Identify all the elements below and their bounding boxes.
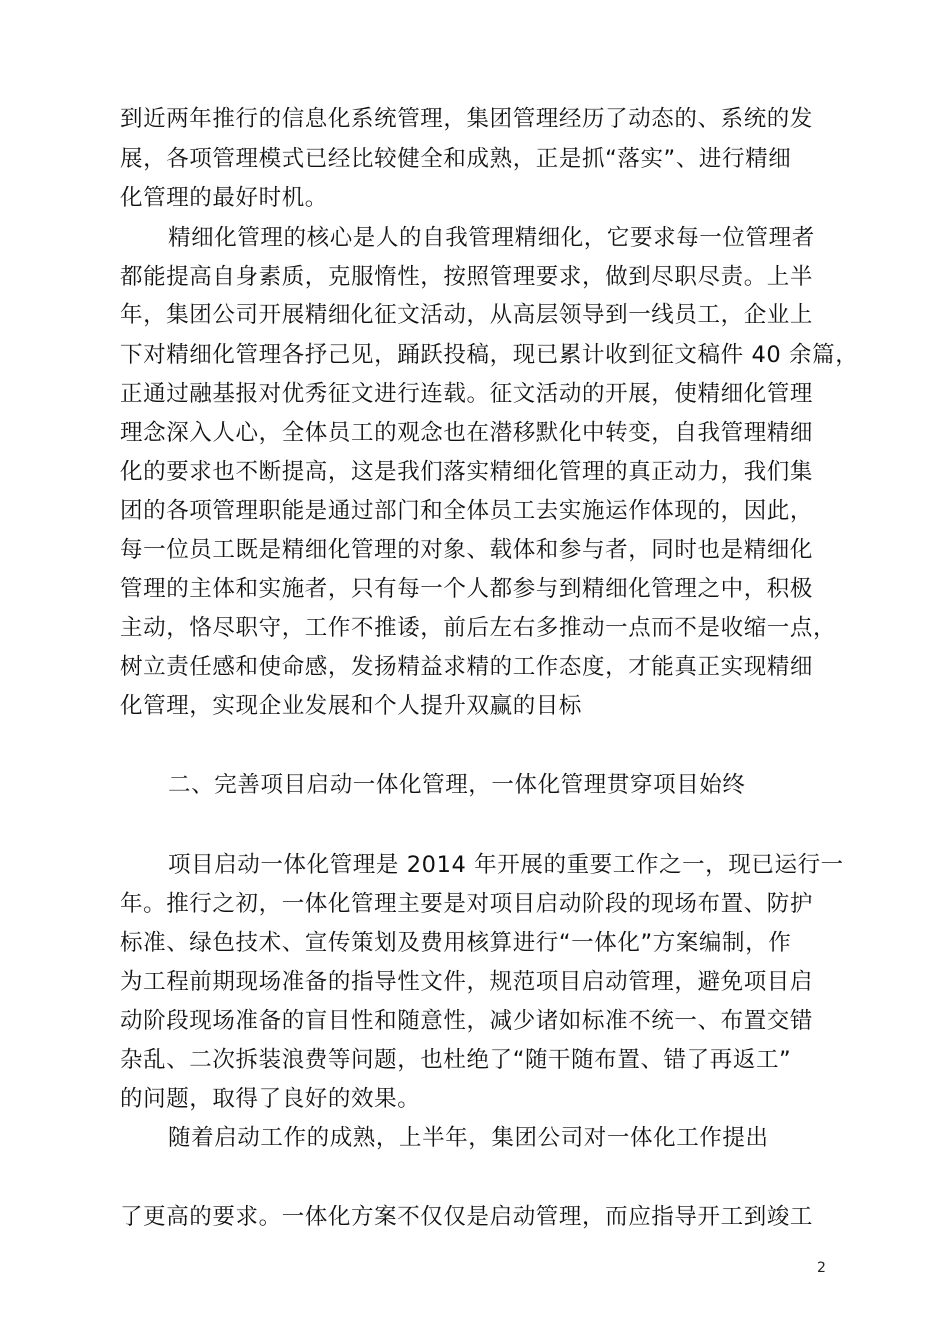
text-line: 展，各项管理模式已经比较健全和成熟，正是抓“落实”、进行精细: [120, 146, 792, 172]
text-line: 下对精细化管理各抒己见，踊跃投稿，现已累计收到征文稿件 40 余篇，: [120, 342, 859, 368]
text-line: 主动，恪尽职守，工作不推诿，前后左右多推动一点而不是收缩一点，: [120, 615, 837, 641]
text-line: 杂乱、二次拆装浪费等问题，也杜绝了“随干随布置、错了再返工”: [120, 1047, 792, 1073]
page-number: 2: [817, 1260, 826, 1276]
text-line: 化的要求也不断提高，这是我们落实精细化管理的真正动力，我们集: [120, 459, 814, 485]
text-line: 标准、绿色技术、宣传策划及费用核算进行“一体化”方案编制，作: [120, 930, 792, 956]
text-line: 精细化管理的核心是人的自我管理精细化，它要求每一位管理者: [168, 225, 815, 251]
text-line: 化管理的最好时机。: [120, 185, 328, 211]
text-line: 项目启动一体化管理是 2014 年开展的重要工作之一，现已运行一: [168, 852, 844, 878]
text-line: 团的各项管理职能是通过部门和全体员工去实施运作体现的，因此，: [120, 498, 814, 524]
text-line: 正通过融基报对优秀征文进行连载。征文活动的开展，使精细化管理: [120, 381, 814, 407]
text-line: 管理的主体和实施者，只有每一个人都参与到精细化管理之中，积极: [120, 576, 814, 602]
text-line: 年，集团公司开展精细化征文活动，从高层领导到一线员工，企业上: [120, 302, 814, 328]
text-line: 随着启动工作的成熟，上半年，集团公司对一体化工作提出: [168, 1125, 769, 1151]
text-line: 为工程前期现场准备的指导性文件，规范项目启动管理，避免项目启: [120, 969, 814, 995]
text-line: 到近两年推行的信息化系统管理，集团管理经历了动态的、系统的发: [120, 106, 814, 132]
section-heading: 二、完善项目启动一体化管理，一体化管理贯穿项目始终: [168, 772, 746, 798]
text-line: 年。推行之初，一体化管理主要是对项目启动阶段的现场布置、防护: [120, 891, 814, 917]
text-line: 树立责任感和使命感，发扬精益求精的工作态度，才能真正实现精细: [120, 654, 814, 680]
text-line: 化管理，实现企业发展和个人提升双赢的目标: [120, 693, 583, 719]
text-line: 的问题，取得了良好的效果。: [120, 1086, 421, 1112]
text-line: 理念深入人心，全体员工的观念也在潜移默化中转变，自我管理精细: [120, 420, 814, 446]
text-line: 每一位员工既是精细化管理的对象、载体和参与者，同时也是精细化: [120, 537, 814, 563]
text-line: 都能提高自身素质，克服惰性，按照管理要求，做到尽职尽责。上半: [120, 264, 814, 290]
text-line: 了更高的要求。一体化方案不仅仅是启动管理，而应指导开工到竣工: [120, 1204, 814, 1230]
text-line: 动阶段现场准备的盲目性和随意性，减少诸如标准不统一、布置交错: [120, 1008, 814, 1034]
